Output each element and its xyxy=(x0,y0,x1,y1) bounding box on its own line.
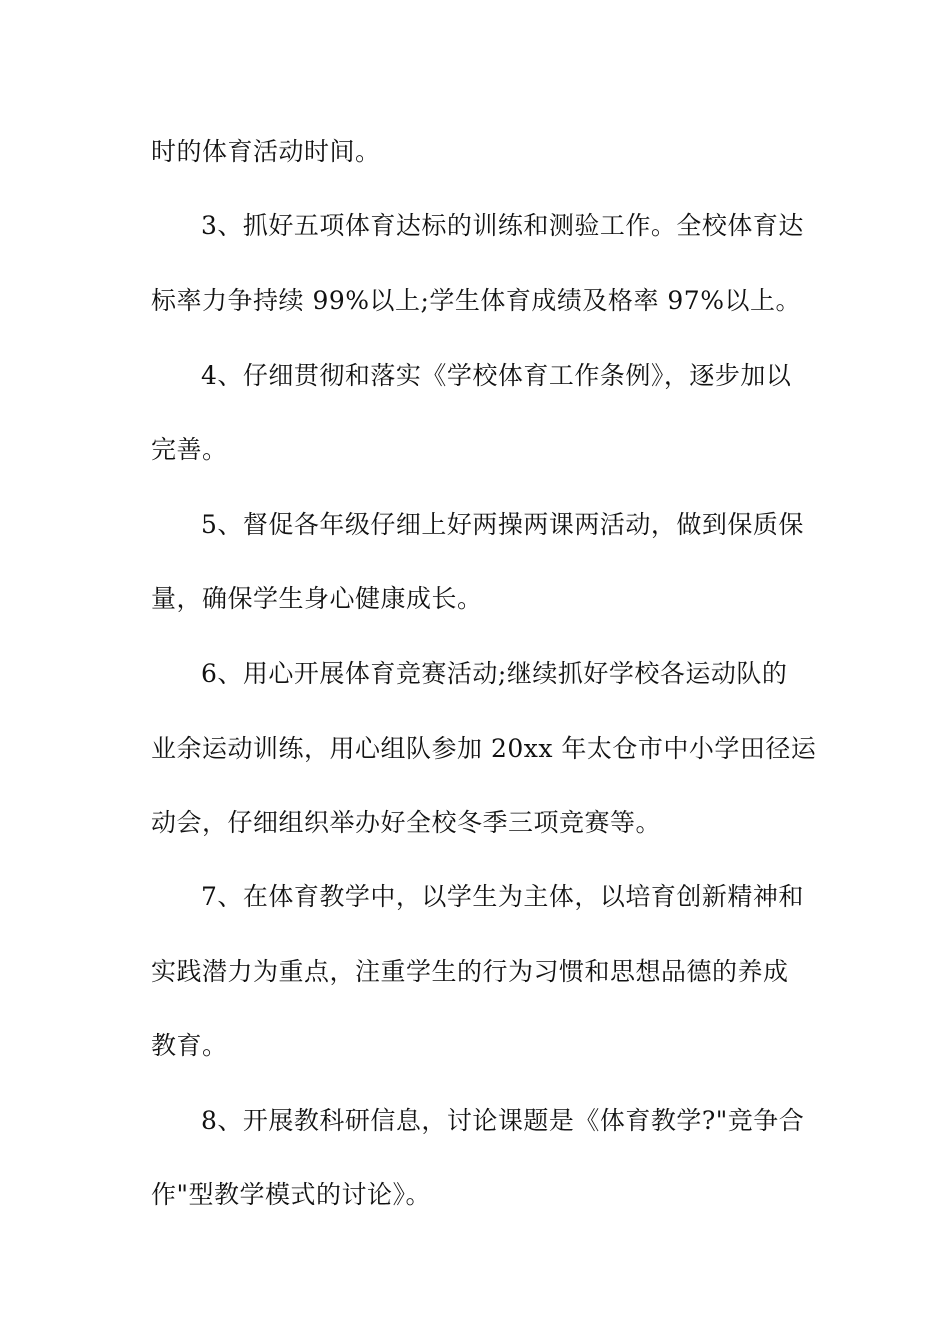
text-line: 完善。 xyxy=(151,435,228,464)
text-line: 3、抓好五项体育达标的训练和测验工作。全校体育达 xyxy=(201,211,804,240)
text-line: 8、开展教科研信息，讨论课题是《体育教学?"竞争合 xyxy=(201,1106,805,1135)
text-line: 业余运动训练，用心组队参加 20xx 年太仓市中小学田径运 xyxy=(151,734,817,763)
text-line: 7、在体育教学中，以学生为主体，以培育创新精神和 xyxy=(201,882,804,911)
text-line: 动会，仔细组织举办好全校冬季三项竞赛等。 xyxy=(151,808,662,837)
text-line: 作"型教学模式的讨论》。 xyxy=(151,1180,432,1209)
text-line: 时的体育活动时间。 xyxy=(151,137,381,166)
text-line: 教育。 xyxy=(151,1031,228,1060)
text-line: 4、仔细贯彻和落实《学校体育工作条例》，逐步加以 xyxy=(201,361,792,390)
text-line: 实践潜力为重点，注重学生的行为习惯和思想品德的养成 xyxy=(151,957,789,986)
text-line: 量，确保学生身心健康成长。 xyxy=(151,584,483,613)
text-line: 标率力争持续 99%以上;学生体育成绩及格率 97%以上。 xyxy=(151,286,801,315)
text-line: 6、用心开展体育竞赛活动;继续抓好学校各运动队的 xyxy=(201,659,788,688)
text-line: 5、督促各年级仔细上好两操两课两活动，做到保质保 xyxy=(201,510,804,539)
